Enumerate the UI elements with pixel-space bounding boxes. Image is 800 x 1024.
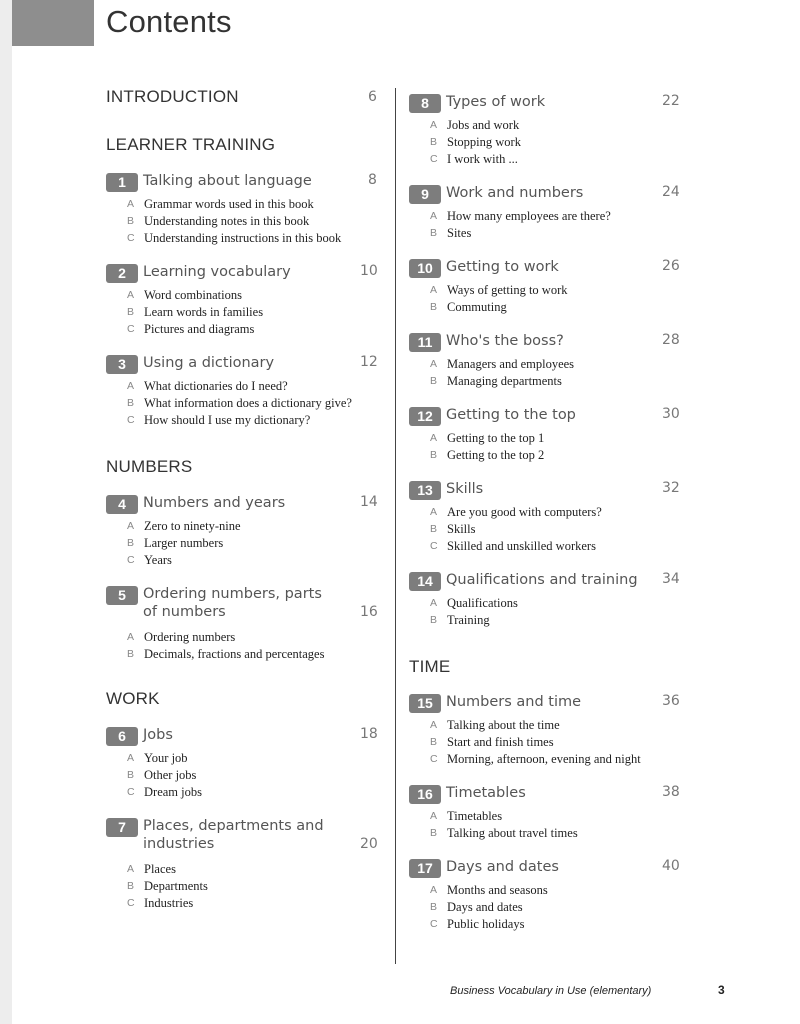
sub-text: Learn words in families	[144, 305, 264, 319]
sub-letter: B	[127, 397, 135, 409]
sub-letter: A	[430, 884, 438, 896]
unit-page: 28	[662, 332, 680, 348]
unit-6[interactable]	[106, 726, 381, 801]
unit-17[interactable]	[409, 858, 684, 933]
subsection-item	[409, 373, 684, 390]
unit-13[interactable]	[409, 480, 684, 555]
subsection-item	[409, 882, 684, 899]
sub-text: Sites	[447, 226, 472, 240]
sub-letter: B	[127, 215, 135, 227]
footer-page-number: 3	[718, 983, 725, 997]
sub-letter: A	[430, 210, 438, 222]
sub-text: Years	[144, 553, 172, 567]
subsection-item	[409, 612, 684, 629]
unit-page: 10	[360, 263, 378, 279]
page-title: Contents	[106, 4, 232, 39]
sub-text: Understanding instructions in this book	[144, 231, 342, 245]
subsection-item	[106, 412, 381, 429]
unit-number-badge: 4	[106, 495, 138, 514]
sub-letter: A	[430, 719, 438, 731]
unit-number-badge: 12	[409, 407, 441, 426]
sub-letter: A	[127, 752, 135, 764]
title-tab	[12, 0, 94, 46]
sub-text: Zero to ninety-nine	[144, 519, 241, 533]
sub-letter: C	[127, 897, 135, 909]
sub-text: Timetables	[447, 809, 503, 823]
sub-letter: A	[430, 810, 438, 822]
subsection-item	[409, 595, 684, 612]
unit-page: 14	[360, 494, 378, 510]
unit-page: 22	[662, 93, 680, 109]
unit-10[interactable]	[409, 258, 684, 316]
unit-title: Ordering numbers, parts	[143, 586, 322, 602]
unit-page: 30	[662, 406, 680, 422]
subsection-item	[106, 767, 381, 784]
subsection-item	[409, 808, 684, 825]
sub-text: Months and seasons	[447, 883, 548, 897]
subsection-item	[409, 825, 684, 842]
sub-text: Morning, afternoon, evening and night	[447, 752, 641, 766]
subsection-item	[409, 225, 684, 242]
unit-16[interactable]	[409, 784, 684, 842]
sub-text: Getting to the top 1	[447, 431, 545, 445]
subsection-item	[106, 213, 381, 230]
unit-title: Timetables	[446, 785, 526, 801]
unit-number-badge: 6	[106, 727, 138, 746]
sub-letter: C	[430, 918, 438, 930]
sub-letter: B	[127, 306, 135, 318]
sub-letter: B	[127, 769, 135, 781]
subsection-item	[106, 646, 381, 663]
sub-letter: C	[127, 786, 135, 798]
unit-number-badge: 14	[409, 572, 441, 591]
sub-letter: A	[430, 119, 438, 131]
subsection-item	[409, 447, 684, 464]
sub-letter: A	[430, 358, 438, 370]
sub-text: Decimals, fractions and percentages	[144, 647, 325, 661]
sub-letter: A	[127, 863, 135, 875]
subsection-item	[106, 629, 381, 646]
sub-text: Talking about the time	[447, 718, 560, 732]
subsection-item	[106, 196, 381, 213]
subsection-item	[409, 751, 684, 768]
unit-page: 24	[662, 184, 680, 200]
unit-page: 34	[662, 571, 680, 587]
unit-title: Qualifications and training	[446, 572, 638, 588]
subsection-item	[409, 117, 684, 134]
unit-number-badge: 9	[409, 185, 441, 204]
unit-title: Days and dates	[446, 859, 559, 875]
sub-text: Industries	[144, 896, 194, 910]
sub-text: What dictionaries do I need?	[144, 379, 288, 393]
unit-3[interactable]	[106, 354, 381, 429]
sub-letter: C	[430, 153, 438, 165]
unit-number-badge: 13	[409, 481, 441, 500]
subsection-item	[409, 208, 684, 225]
unit-9[interactable]	[409, 184, 684, 242]
sub-letter: A	[127, 520, 135, 532]
unit-11[interactable]	[409, 332, 684, 390]
unit-8[interactable]	[409, 93, 684, 168]
sub-text: Getting to the top 2	[447, 448, 545, 462]
unit-title: Talking about language	[143, 173, 312, 189]
sub-letter: B	[430, 375, 438, 387]
sub-text: Jobs and work	[447, 118, 520, 132]
subsection-item	[106, 287, 381, 304]
sub-text: Training	[447, 613, 490, 627]
unit-page: 20	[360, 836, 378, 852]
unit-number-badge: 8	[409, 94, 441, 113]
sub-text: Start and finish times	[447, 735, 554, 749]
subsection-item	[409, 734, 684, 751]
unit-title-line-2: of numbers	[143, 604, 226, 620]
unit-2[interactable]	[106, 263, 381, 338]
unit-1[interactable]	[106, 172, 381, 247]
unit-title: Numbers and years	[143, 495, 286, 511]
unit-title: Getting to the top	[446, 407, 576, 423]
subsection-item	[409, 538, 684, 555]
subsection-item	[409, 134, 684, 151]
sub-text: I work with ...	[447, 152, 518, 166]
unit-title: Work and numbers	[446, 185, 584, 201]
unit-15[interactable]	[409, 693, 684, 768]
sub-text: Talking about travel times	[447, 826, 578, 840]
unit-4[interactable]	[106, 494, 381, 569]
unit-number-badge: 15	[409, 694, 441, 713]
section-numbers: NUMBERS	[106, 457, 193, 476]
unit-page: 16	[360, 604, 378, 620]
subsection-item	[409, 299, 684, 316]
sub-letter: A	[430, 284, 438, 296]
unit-number-badge: 16	[409, 785, 441, 804]
page-edge	[0, 0, 12, 1024]
unit-number-badge: 5	[106, 586, 138, 605]
sub-letter: C	[430, 540, 438, 552]
unit-number-badge: 17	[409, 859, 441, 878]
subsection-item	[106, 321, 381, 338]
unit-number-badge: 7	[106, 818, 138, 837]
sub-text: Pictures and diagrams	[144, 322, 255, 336]
unit-title-line-2: industries	[143, 836, 215, 852]
sub-text: Qualifications	[447, 596, 518, 610]
sub-letter: C	[127, 414, 135, 426]
sub-letter: A	[127, 380, 135, 392]
sub-letter: A	[127, 198, 135, 210]
sub-letter: B	[127, 537, 135, 549]
subsection-item	[106, 750, 381, 767]
subsection-item	[106, 378, 381, 395]
subsection-item	[409, 282, 684, 299]
unit-title: Numbers and time	[446, 694, 582, 710]
unit-title: Places, departments and	[143, 818, 324, 834]
unit-number-badge: 10	[409, 259, 441, 278]
unit-page: 8	[368, 172, 377, 188]
sub-text: Public holidays	[447, 917, 525, 931]
sub-text: Skills	[447, 522, 476, 536]
sub-text: Other jobs	[144, 768, 197, 782]
sub-text: How should I use my dictionary?	[144, 413, 311, 427]
sub-letter: B	[430, 523, 438, 535]
unit-number-badge: 3	[106, 355, 138, 374]
unit-title: Who's the boss?	[446, 333, 564, 349]
sub-letter: C	[430, 753, 438, 765]
unit-title: Types of work	[446, 94, 546, 110]
sub-letter: B	[430, 449, 438, 461]
introduction-page: 6	[368, 89, 377, 105]
unit-page: 40	[662, 858, 680, 874]
subsection-item	[106, 895, 381, 912]
sub-text: Commuting	[447, 300, 507, 314]
sub-letter: A	[127, 289, 135, 301]
unit-number-badge: 1	[106, 173, 138, 192]
sub-text: Managing departments	[447, 374, 562, 388]
sub-text: Departments	[144, 879, 208, 893]
sub-letter: B	[430, 827, 438, 839]
sub-letter: B	[430, 301, 438, 313]
unit-page: 36	[662, 693, 680, 709]
sub-letter: B	[430, 227, 438, 239]
sub-text: Dream jobs	[144, 785, 202, 799]
sub-text: Managers and employees	[447, 357, 575, 371]
unit-title: Skills	[446, 481, 484, 497]
sub-text: What information does a dictionary give?	[144, 396, 352, 410]
sub-text: Are you good with computers?	[447, 505, 602, 519]
unit-12[interactable]	[409, 406, 684, 464]
sub-letter: A	[430, 597, 438, 609]
unit-number-badge: 11	[409, 333, 441, 352]
subsection-item	[106, 518, 381, 535]
sub-letter: A	[127, 631, 135, 643]
unit-page: 18	[360, 726, 378, 742]
unit-page: 38	[662, 784, 680, 800]
sub-letter: B	[430, 136, 438, 148]
section-learner-training: LEARNER TRAINING	[106, 135, 276, 154]
sub-text: Larger numbers	[144, 536, 224, 550]
unit-title: Learning vocabulary	[143, 264, 291, 280]
subsection-item	[409, 430, 684, 447]
unit-14[interactable]	[409, 571, 684, 629]
sub-letter: C	[127, 232, 135, 244]
subsection-item	[409, 899, 684, 916]
unit-title: Getting to work	[446, 259, 559, 275]
subsection-item	[106, 395, 381, 412]
subsection-item	[106, 784, 381, 801]
sub-letter: C	[127, 323, 135, 335]
unit-7[interactable]	[106, 817, 381, 912]
subsection-item	[106, 878, 381, 895]
subsection-item	[106, 304, 381, 321]
subsection-item	[409, 504, 684, 521]
subsection-item	[106, 552, 381, 569]
unit-page: 26	[662, 258, 680, 274]
subsection-item	[409, 356, 684, 373]
sub-text: Places	[144, 862, 176, 876]
subsection-item	[409, 151, 684, 168]
subsection-item	[106, 861, 381, 878]
sub-text: Grammar words used in this book	[144, 197, 314, 211]
unit-title: Using a dictionary	[143, 355, 275, 371]
subsection-item	[106, 535, 381, 552]
unit-5[interactable]	[106, 585, 381, 663]
sub-letter: A	[430, 432, 438, 444]
unit-number-badge: 2	[106, 264, 138, 283]
subsection-item	[106, 230, 381, 247]
sub-text: Days and dates	[447, 900, 523, 914]
sub-letter: B	[127, 648, 135, 660]
sub-text: Skilled and unskilled workers	[447, 539, 596, 553]
subsection-item	[409, 521, 684, 538]
sub-letter: B	[127, 880, 135, 892]
subsection-item	[409, 916, 684, 933]
sub-text: Understanding notes in this book	[144, 214, 310, 228]
sub-text: Ways of getting to work	[447, 283, 568, 297]
section-time: TIME	[409, 657, 451, 676]
sub-text: How many employees are there?	[447, 209, 611, 223]
sub-text: Word combinations	[144, 288, 242, 302]
sub-letter: B	[430, 614, 438, 626]
unit-page: 12	[360, 354, 378, 370]
unit-title: Jobs	[143, 727, 173, 743]
sub-text: Ordering numbers	[144, 630, 236, 644]
unit-page: 32	[662, 480, 680, 496]
subsection-item	[409, 717, 684, 734]
section-work: WORK	[106, 689, 160, 708]
sub-letter: B	[430, 736, 438, 748]
sub-text: Stopping work	[447, 135, 521, 149]
section-introduction: INTRODUCTION	[106, 87, 239, 106]
sub-letter: B	[430, 901, 438, 913]
sub-letter: C	[127, 554, 135, 566]
column-divider	[395, 88, 396, 964]
footer-book-title: Business Vocabulary in Use (elementary)	[450, 985, 652, 997]
sub-text: Your job	[144, 751, 188, 765]
sub-letter: A	[430, 506, 438, 518]
